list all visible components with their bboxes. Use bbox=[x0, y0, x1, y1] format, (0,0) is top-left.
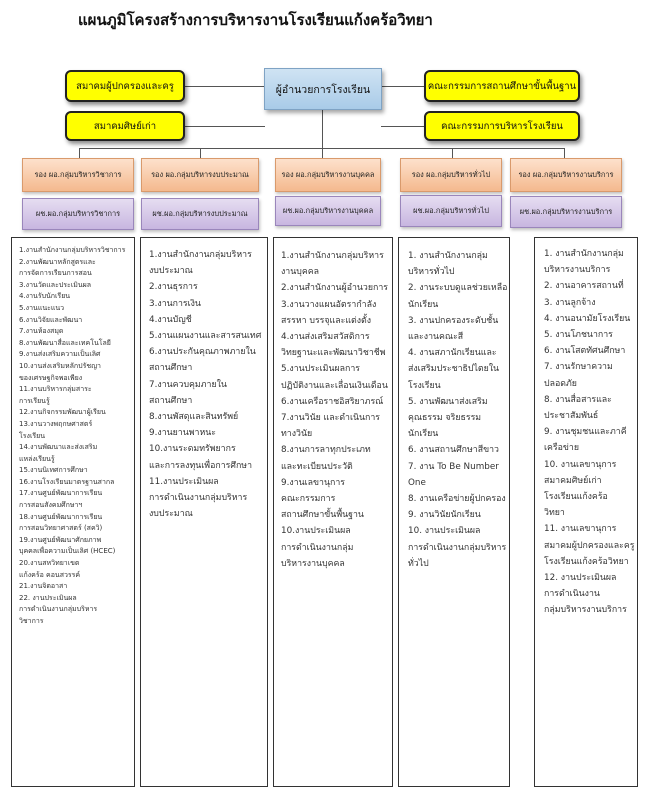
list-item: โรงเรียน bbox=[19, 431, 45, 440]
list-item: 4.งานรับนักเรียน bbox=[19, 292, 71, 301]
list-item: การเรียนรู้ bbox=[19, 396, 50, 405]
list-item: 1. งานสำนักงานกลุ่ม bbox=[408, 251, 488, 261]
list-item: การดำเนินงานกลุ่มบริหาร bbox=[149, 493, 248, 504]
list-item: 2.งานธุรการ bbox=[149, 282, 198, 293]
list-item: ทั่วไป bbox=[408, 558, 429, 569]
list-item: วิทยฐานะและพัฒนาวิชาชีพ bbox=[281, 348, 386, 359]
list-item: 7.งานห้องสมุด bbox=[19, 327, 64, 336]
list-item: การจัดการเรียนการสอน bbox=[19, 269, 92, 278]
list-item: การดำเนินงาน bbox=[544, 589, 600, 600]
academic-tasks-box bbox=[11, 237, 135, 787]
list-item: บริหารทั่วไป bbox=[408, 267, 455, 278]
list-item: สถานศึกษา bbox=[149, 363, 193, 374]
list-item: เครือข่าย bbox=[544, 443, 580, 454]
personnel-tasks-box bbox=[273, 237, 393, 787]
list-item: 8.งานการลาทุกประเภท bbox=[281, 445, 371, 456]
list-item: 3.งานวัดและประเมินผล bbox=[19, 280, 91, 289]
budget-tasks-box bbox=[140, 237, 268, 787]
assistant-academic-box: ผช.ผอ.กลุ่มบริหารวิชาการ bbox=[22, 198, 134, 230]
deputy-general-box: รอง ผอ.กลุ่มบริหารทั่วไป bbox=[400, 158, 502, 192]
list-item: ประชาสัมพันธ์ bbox=[544, 411, 599, 422]
list-item: และงานคณะสี bbox=[408, 332, 464, 343]
list-item: 11.งานประเมินผล bbox=[149, 476, 219, 487]
list-item: คุณธรรม จริยธรรม bbox=[408, 413, 482, 424]
connector-drop-3 bbox=[322, 148, 323, 158]
list-item: การดำเนินงานกลุ่มบริหาร bbox=[19, 605, 98, 614]
list-item: 8.งานพัสดุและสินทรัพย์ bbox=[149, 412, 239, 423]
list-item: สมาคมศิษย์เก่า bbox=[544, 475, 602, 486]
director-box: ผู้อำนวยการโรงเรียน bbox=[264, 68, 382, 110]
list-item: งานบุคคล bbox=[281, 267, 319, 278]
list-item: 3.งานวางแผนอัตรากำลัง bbox=[281, 299, 377, 310]
list-item: 6. งานโสตทัศนศึกษา bbox=[544, 346, 626, 357]
list-item: 7. งานรักษาความ bbox=[544, 362, 613, 373]
connector-bottom-right bbox=[381, 126, 425, 127]
connector-trunk bbox=[322, 110, 323, 148]
list-item: 17.งานศูนย์พัฒนาการเรียน bbox=[19, 489, 103, 498]
list-item: วิทยา bbox=[544, 508, 565, 519]
list-item: 4. งานสภานักเรียนและ bbox=[408, 348, 497, 359]
list-item: การดำเนินงานกลุ่ม bbox=[281, 542, 354, 553]
assistant-service-box: ผช.ผอ.กลุ่มบริหารงานบริการ bbox=[510, 196, 622, 228]
list-item: โรงเรียนแก้งคร้อวิทยา bbox=[544, 556, 629, 567]
list-item: สมาคมผู้ปกครองและครู bbox=[544, 540, 635, 551]
list-item: 2.งานพัฒนาหลักสูตรและ bbox=[19, 257, 96, 266]
general-task-list bbox=[408, 248, 509, 572]
list-item: แหล่งเรียนรู้ bbox=[19, 454, 55, 463]
deputy-budget-box: รอง ผอ.กลุ่มบริหารงบประมาณ bbox=[141, 158, 259, 192]
assistant-personnel-box: ผช.ผอ.กลุ่มบริหารงานบุคคล bbox=[275, 196, 381, 226]
list-item: คณะกรรมการ bbox=[281, 494, 336, 505]
list-item: 19.งานศูนย์พัฒนาศักยภาพ bbox=[19, 535, 102, 544]
list-item: 21.งานจิตอาสา bbox=[19, 582, 68, 591]
connector-bottom-left bbox=[185, 126, 265, 127]
list-item: 4. งานอนามัยโรงเรียน bbox=[544, 313, 631, 324]
list-item: 16.งานโรงเรียนมาตรฐานสากล bbox=[19, 477, 115, 486]
connector-top-left bbox=[185, 86, 265, 87]
list-item: บุคคลเพื่อความเป็นเลิศ (HCEC) bbox=[19, 547, 116, 556]
list-item: ปลอดภัย bbox=[544, 378, 577, 389]
list-item: 9.งานยานพาหนะ bbox=[149, 428, 217, 439]
list-item: 5. งานพัฒนาส่งเสริม bbox=[408, 396, 488, 407]
list-item: สถานศึกษา bbox=[149, 395, 193, 406]
list-item: 12. งานประเมินผล bbox=[544, 573, 617, 584]
list-item: และการลงทุนเพื่อการศึกษา bbox=[149, 460, 253, 471]
list-item: 5.งานแนะแนว bbox=[19, 303, 65, 312]
list-item: งบประมาณ bbox=[149, 509, 193, 520]
list-item: ส่งเสริมประชาธิปไตยใน bbox=[408, 364, 500, 375]
list-item: 9.งานส่งเสริมความเป็นเลิศ bbox=[19, 350, 101, 359]
list-item: 9. งานชุมชนและภาคี bbox=[544, 427, 627, 438]
list-item: 10.งานระดมทรัพยากร bbox=[149, 444, 236, 455]
academic-task-list bbox=[19, 245, 134, 628]
list-item: 6.งานวิจัยและพัฒนา bbox=[19, 315, 83, 324]
list-item: 8. งานเครือข่ายผู้ปกครอง bbox=[408, 494, 506, 505]
list-item: 10. งานเลขานุการ bbox=[544, 459, 617, 470]
service-tasks-box bbox=[534, 237, 638, 787]
list-item: 1.งานสำนักงานกลุ่มบริหาร bbox=[281, 251, 384, 261]
list-item: 5.งานแผนงานและสารสนเทศ bbox=[149, 331, 262, 342]
list-item: 10.งานประเมินผล bbox=[281, 526, 351, 537]
list-item: 8. งานสื่อสารและ bbox=[544, 394, 612, 405]
list-item: 6. งานสถานศึกษาสีขาว bbox=[408, 445, 499, 456]
list-item: 10. งานประเมินผล bbox=[408, 526, 481, 537]
general-tasks-box bbox=[398, 237, 510, 787]
connector-drop-5 bbox=[564, 148, 565, 158]
list-item: 8.งานพัฒนาสื่อและเทคโนโลยี bbox=[19, 338, 111, 347]
assistant-general-box: ผช.ผอ.กลุ่มบริหารทั่วไป bbox=[400, 195, 502, 227]
list-item: 12.งานกิจกรรมพัฒนาผู้เรียน bbox=[19, 408, 106, 417]
list-item: 14.งานพัฒนาและส่งเสริม bbox=[19, 443, 98, 452]
list-item: การสอนสังคมศึกษาฯ bbox=[19, 501, 83, 510]
list-item: 5. งานโภชนาการ bbox=[544, 330, 613, 341]
list-item: 13.งานวางพฤกษศาสตร์ bbox=[19, 419, 93, 428]
service-task-list bbox=[544, 246, 637, 619]
assistant-budget-box: ผช.ผอ.กลุ่มบริหารงบประมาณ bbox=[141, 198, 259, 230]
basic-education-committee-box: คณะกรรมการสถานศึกษาขั้นพื้นฐาน bbox=[424, 70, 580, 102]
list-item: บริหารงานบุคคล bbox=[281, 558, 345, 569]
list-item: 11. งานเลขานุการ bbox=[544, 524, 617, 535]
list-item: 4.งานส่งเสริมสวัสดิการ bbox=[281, 332, 370, 343]
list-item: ปฏิบัติงานและเลื่อนเงินเดือน bbox=[281, 380, 388, 391]
list-item: สรรหา บรรจุและแต่งตั้ง bbox=[281, 315, 372, 326]
list-item: 3.งานการเงิน bbox=[149, 298, 201, 309]
list-item: 9.งานเลขานุการ bbox=[281, 477, 345, 488]
list-item: วิชาการ bbox=[19, 617, 44, 625]
list-item: 2. งานอาคารสถานที่ bbox=[544, 281, 624, 292]
connector-top-right bbox=[381, 86, 425, 87]
list-item: 1.งานสำนักงานกลุ่มบริหาร bbox=[149, 250, 252, 260]
deputy-service-box: รอง ผอ.กลุ่มบริหารงานบริการ bbox=[510, 158, 622, 192]
list-item: การสอนวิทยาศาสตร์ (สควิ) bbox=[19, 524, 103, 533]
list-item: 1.งานสำนักงานกลุ่มบริหารวิชาการ bbox=[19, 246, 126, 254]
alumni-association-box: สมาคมศิษย์เก่า bbox=[65, 111, 185, 141]
personnel-task-list bbox=[281, 248, 392, 572]
list-item: บริหารงานบริการ bbox=[544, 265, 611, 276]
list-item: 6.งานเครือราชอิสริยาภรณ์ bbox=[281, 396, 384, 407]
list-item: โรงเรียนแก้งคร้อ bbox=[544, 492, 608, 503]
school-administration-committee-box: คณะกรรมการบริหารโรงเรียน bbox=[424, 111, 580, 141]
list-item: โรงเรียน bbox=[408, 380, 441, 391]
list-item: 2. งานระบบดูแลช่วยเหลือ bbox=[408, 283, 508, 294]
list-item: 7. งาน To Be Number One bbox=[408, 461, 499, 488]
list-item: 18.งานศูนย์พัฒนาการเรียน bbox=[19, 512, 103, 521]
list-item: นักเรียน bbox=[408, 429, 439, 440]
list-item: แก้งคร้อ คอนสวรรค์ bbox=[19, 570, 81, 579]
chart-title: แผนภูมิโครงสร้างการบริหารงานโรงเรียนแก้งคร้อวิทยา bbox=[78, 11, 433, 29]
list-item: ของเศรษฐกิจพอเพียง bbox=[19, 373, 83, 382]
list-item: และทะเบียนประวัติ bbox=[281, 461, 353, 472]
parents-teachers-association-box: สมาคมผู้ปกครองและครู bbox=[65, 70, 185, 102]
list-item: 22. งานประเมินผล bbox=[19, 593, 77, 602]
list-item: 2.งานสำนักงานผู้อำนวยการ bbox=[281, 283, 389, 294]
list-item: 3. งานลูกจ้าง bbox=[544, 297, 596, 308]
list-item: การดำเนินงานกลุ่มบริหาร bbox=[408, 542, 507, 553]
list-item: 4.งานบัญชี bbox=[149, 314, 192, 325]
list-item: 7.งานควบคุมภายใน bbox=[149, 379, 227, 390]
list-item: นักเรียน bbox=[408, 299, 439, 310]
list-item: 11.งานบริหารกลุ่มสาระ bbox=[19, 385, 92, 394]
list-item: 1. งานสำนักงานกลุ่ม bbox=[544, 249, 624, 259]
list-item: 10.งานส่งเสริมหลักปรัชญา bbox=[19, 361, 101, 370]
list-item: 7.งานวินัย และดำเนินการ bbox=[281, 413, 381, 424]
list-item: 5.งานประเมินผลการ bbox=[281, 364, 361, 375]
list-item: กลุ่มบริหารงานบริการ bbox=[544, 605, 627, 616]
budget-task-list bbox=[149, 247, 267, 522]
list-item: 6.งานประกันคุณภาพภายใน bbox=[149, 347, 256, 358]
connector-drop-4 bbox=[452, 148, 453, 158]
list-item: 15.งานนิเทศการศึกษา bbox=[19, 466, 88, 475]
list-item: งบประมาณ bbox=[149, 266, 193, 277]
list-item: สถานศึกษาขั้นพื้นฐาน bbox=[281, 510, 364, 521]
list-item: ทางวินัย bbox=[281, 429, 313, 440]
deputy-personnel-box: รอง ผอ.กลุ่มบริหารงานบุคคล bbox=[275, 158, 381, 192]
list-item: 20.งานสหวิทยาเขต bbox=[19, 559, 80, 568]
connector-drop-2 bbox=[200, 148, 201, 158]
connector-drop-1 bbox=[79, 148, 80, 158]
list-item: 3. งานปกครองระดับชั้น bbox=[408, 315, 499, 326]
deputy-academic-box: รอง ผอ.กลุ่มบริหารวิชาการ bbox=[22, 158, 134, 192]
list-item: 9. งานวินัยนักเรียน bbox=[408, 510, 481, 521]
